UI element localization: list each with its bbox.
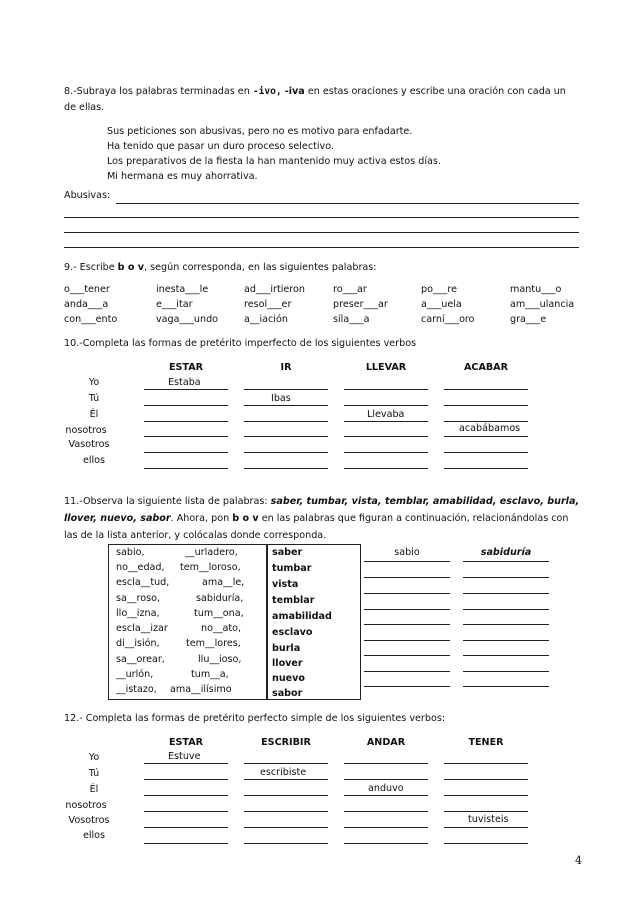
q9-word[interactable]: anda___a [64, 299, 109, 310]
q8-instructions [64, 84, 586, 116]
q8-answer-line[interactable] [116, 203, 579, 204]
q11-intro-text-b: . Ahora, pon [170, 513, 233, 524]
q12-header-andar: ANDAR [366, 737, 406, 748]
conjugation-blank[interactable] [144, 436, 228, 437]
conjugation-blank[interactable] [344, 468, 428, 469]
q8-sentence: Sus peticiones son abusivas, pero no es motivo para enfadarte. [107, 126, 413, 137]
q12-title: 12.- Completa las formas de pretérito perfecto simple de los siguientes verbos: [64, 713, 446, 724]
q11-mid-word: saber [272, 547, 303, 558]
q9-b-o-v: b o v [117, 262, 145, 273]
conjugation-blank[interactable] [344, 452, 428, 453]
q10-answer-tu-ir: Ibas [271, 393, 291, 404]
q12-answer-el-andar: anduvo [368, 783, 404, 794]
q11-left-word[interactable]: ama__ilísimo [170, 684, 232, 695]
conjugation-blank[interactable] [244, 811, 328, 812]
q8-sentence: Ha tenido que pasar un duro proceso selectivo. [107, 141, 334, 152]
conjugation-blank[interactable] [444, 795, 528, 796]
q8-suffix-ivo: -ivo, [252, 86, 282, 97]
conjugation-blank[interactable] [244, 795, 328, 796]
conjugation-blank[interactable] [144, 811, 228, 812]
conjugation-blank[interactable] [244, 468, 328, 469]
conjugation-blank[interactable] [444, 827, 528, 828]
q11-left-word[interactable]: __urladero, [185, 547, 238, 558]
q8-intro-text-c: de ellas. [64, 102, 105, 113]
q9-word[interactable]: ad___irtieron [244, 284, 305, 295]
q9-word[interactable]: a___uela [421, 299, 462, 310]
q10-person: Tú [88, 393, 100, 404]
conjugation-blank[interactable] [444, 452, 528, 453]
word-blank[interactable] [463, 577, 549, 578]
conjugation-blank[interactable] [444, 763, 528, 764]
q10-answer-nosotros-acabar: acabábamos [459, 423, 521, 434]
q11-left-word[interactable]: __istazo, [116, 684, 157, 695]
q11-header-sabiduria: sabiduría [480, 547, 532, 558]
q10-person: Vasotros [68, 439, 110, 450]
q10-answer-yo-estar: Estaba [168, 377, 201, 388]
q12-answer-vosotros-tener: tuvisteis [468, 814, 509, 825]
q9-word[interactable]: resol___er [244, 299, 292, 310]
conjugation-blank[interactable] [244, 405, 328, 406]
q10-person: nosotros [65, 425, 107, 436]
conjugation-blank[interactable] [144, 452, 228, 453]
q11-left-word[interactable]: no__ato, [201, 623, 242, 634]
conjugation-blank[interactable] [344, 795, 428, 796]
q9-word[interactable]: gra___e [510, 314, 547, 325]
word-blank[interactable] [364, 577, 450, 578]
conjugation-blank[interactable] [344, 421, 428, 422]
word-blank[interactable] [463, 671, 549, 672]
conjugation-blank[interactable] [144, 843, 228, 844]
page-number: 4 [575, 854, 582, 867]
q11-left-word[interactable]: sabio, [116, 547, 145, 558]
conjugation-blank[interactable] [144, 405, 228, 406]
word-blank[interactable] [463, 624, 549, 625]
q10-title: 10.-Completa las formas de pretérito imperfecto de los siguientes verbos [64, 338, 417, 349]
conjugation-blank[interactable] [344, 763, 428, 764]
word-blank[interactable] [364, 671, 450, 672]
q9-word[interactable]: síla___a [333, 314, 370, 325]
q8-intro-text: 8.-Subraya los palabras terminadas en [64, 86, 253, 97]
q10-person: ellos [82, 455, 106, 466]
word-blank[interactable] [364, 609, 450, 610]
q9-word[interactable]: inesta___le [156, 284, 209, 295]
q12-header-tener: TENER [468, 737, 504, 748]
q11-left-word[interactable]: sabiduría, [196, 593, 244, 604]
q11-word-list-2: llover, nuevo, sabor [64, 513, 171, 524]
conjugation-blank[interactable] [344, 405, 428, 406]
q11-b-o-v: b o v [232, 513, 259, 524]
q12-answer-tu-escribir: escribiste [260, 767, 307, 778]
q11-mid-word: amabilidad [272, 611, 332, 622]
q11-left-word[interactable]: sa__roso, [116, 593, 160, 604]
q9-word[interactable]: con___ento [64, 314, 118, 325]
conjugation-blank[interactable] [144, 421, 228, 422]
q10-header-acabar: ACABAR [463, 362, 508, 373]
q10-person: Él [89, 409, 99, 420]
conjugation-blank[interactable] [344, 436, 428, 437]
q8-answer-line[interactable] [64, 217, 579, 218]
q11-left-word[interactable]: sa__orear, [116, 654, 165, 665]
q11-left-word[interactable]: escla__izar [116, 623, 168, 634]
q8-sentence: Los preparativos de la fiesta la han mantenido muy activa estos días. [107, 156, 441, 167]
word-blank[interactable] [364, 593, 450, 594]
word-blank[interactable] [364, 686, 450, 687]
conjugation-blank[interactable] [244, 389, 328, 390]
q12-person: ellos [82, 830, 106, 841]
q9-word[interactable]: ro___ar [333, 284, 367, 295]
conjugation-blank[interactable] [344, 389, 428, 390]
q11-intro-text-c: en las palabras que figuran a continuación, relacionándolas con [258, 513, 569, 524]
q11-intro-text: 11.-Observa la siguiente lista de palabras: [64, 496, 271, 507]
q8-suffix-iva: -iva [284, 86, 305, 97]
q8-sentences [107, 124, 441, 184]
conjugation-blank[interactable] [244, 779, 328, 780]
q11-mid-word: temblar [272, 595, 315, 606]
word-blank[interactable] [463, 640, 549, 641]
q11-instructions [64, 493, 586, 544]
q9-word[interactable]: preser___ar [333, 299, 388, 310]
q9-word[interactable]: vaga___undo [156, 314, 219, 325]
q12-person: Vosotros [68, 815, 110, 826]
q9-title-text-b: , según corresponda, en las siguientes palabras: [144, 262, 377, 273]
q9-word[interactable]: po___re [421, 284, 457, 295]
word-blank[interactable] [364, 640, 450, 641]
conjugation-blank[interactable] [244, 452, 328, 453]
q8-sentence: Mi hermana es muy ahorrativa. [107, 171, 258, 182]
q8-answer-line[interactable] [64, 232, 579, 233]
q9-word[interactable]: o___tener [64, 284, 110, 295]
q10-header-ir: IR [280, 362, 292, 373]
conjugation-blank[interactable] [144, 763, 228, 764]
q11-mid-word: burla [272, 643, 301, 654]
conjugation-blank[interactable] [444, 779, 528, 780]
q10-header-estar: ESTAR [168, 362, 204, 373]
q11-left-word[interactable]: escla__tud, [116, 577, 170, 588]
q9-word[interactable]: carní___oro [421, 314, 475, 325]
q11-word-list: saber, tumbar, vista, temblar, amabilidad, esclavo, burla, [270, 496, 580, 507]
q10-person: Yo [88, 377, 100, 388]
word-blank[interactable] [463, 686, 549, 687]
q9-word[interactable]: am___ulancia [510, 299, 575, 310]
q8-intro-text-b: en estas oraciones y escribe una oración con cada un [304, 86, 566, 97]
conjugation-blank[interactable] [344, 827, 428, 828]
q11-left-word[interactable]: tem__lores, [186, 638, 241, 649]
word-blank[interactable] [463, 609, 549, 610]
q12-header-escribir: ESCRIBIR [261, 737, 311, 748]
q11-left-word[interactable]: di__isión, [116, 638, 160, 649]
q8-answer-label: Abusivas: [64, 190, 111, 201]
conjugation-blank[interactable] [144, 779, 228, 780]
conjugation-blank[interactable] [444, 843, 528, 844]
q11-mid-word: llover [272, 658, 303, 669]
word-blank[interactable] [364, 624, 450, 625]
conjugation-blank[interactable] [444, 405, 528, 406]
q11-header-sabio: sabio [394, 547, 420, 558]
word-blank[interactable] [364, 655, 450, 656]
q8-answer-line[interactable] [64, 247, 579, 248]
q12-person: Él [89, 784, 99, 795]
q11-intro-text-d: las de la lista anterior, y colócalas donde corresponda. [64, 530, 327, 541]
conjugation-blank[interactable] [244, 763, 328, 764]
q9-title-text: 9.- Escribe [64, 262, 118, 273]
conjugation-blank[interactable] [344, 811, 428, 812]
conjugation-blank[interactable] [144, 795, 228, 796]
q11-mid-word: nuevo [272, 673, 306, 684]
conjugation-blank[interactable] [444, 811, 528, 812]
q12-person: Yo [88, 752, 100, 763]
conjugation-blank[interactable] [244, 843, 328, 844]
conjugation-blank[interactable] [244, 421, 328, 422]
q11-left-word[interactable]: tum__a, [191, 669, 229, 680]
q11-mid-word: esclavo [272, 627, 313, 638]
word-blank[interactable] [463, 593, 549, 594]
q11-left-word[interactable]: llo__izna, [116, 608, 160, 619]
q11-mid-word: sabor [272, 688, 303, 699]
conjugation-blank[interactable] [344, 843, 428, 844]
q11-left-word[interactable]: __urlón, [116, 669, 154, 680]
q9-word[interactable]: e___itar [156, 299, 193, 310]
q11-mid-word: vista [272, 579, 299, 590]
q11-left-word[interactable]: llu__ioso, [198, 654, 242, 665]
conjugation-blank[interactable] [444, 389, 528, 390]
q9-word[interactable]: a__iación [244, 314, 288, 325]
conjugation-blank[interactable] [444, 436, 528, 437]
word-blank[interactable] [364, 561, 450, 562]
word-blank[interactable] [463, 655, 549, 656]
q12-person: nosotros [65, 800, 107, 811]
q12-person: Tú [88, 768, 100, 779]
q10-answer-el-llevar: Llevaba [367, 409, 405, 420]
conjugation-blank[interactable] [144, 389, 228, 390]
conjugation-blank[interactable] [444, 421, 528, 422]
conjugation-blank[interactable] [244, 436, 328, 437]
word-blank[interactable] [463, 561, 549, 562]
q11-left-word[interactable]: no__edad, [116, 562, 165, 573]
q11-left-word[interactable]: tum__ona, [194, 608, 244, 619]
q12-header-estar: ESTAR [168, 737, 204, 748]
q9-title [64, 262, 377, 273]
conjugation-blank[interactable] [244, 827, 328, 828]
conjugation-blank[interactable] [444, 468, 528, 469]
q9-word[interactable]: mantu___o [510, 284, 562, 295]
conjugation-blank[interactable] [144, 827, 228, 828]
q11-left-word[interactable]: tem__loroso, [180, 562, 241, 573]
q10-header-llevar: LLEVAR [365, 362, 407, 373]
q11-left-word[interactable]: ama__le, [202, 577, 245, 588]
conjugation-blank[interactable] [344, 779, 428, 780]
q12-answer-yo-estar: Estuve [168, 751, 201, 762]
q11-mid-word: tumbar [272, 563, 312, 574]
conjugation-blank[interactable] [144, 468, 228, 469]
